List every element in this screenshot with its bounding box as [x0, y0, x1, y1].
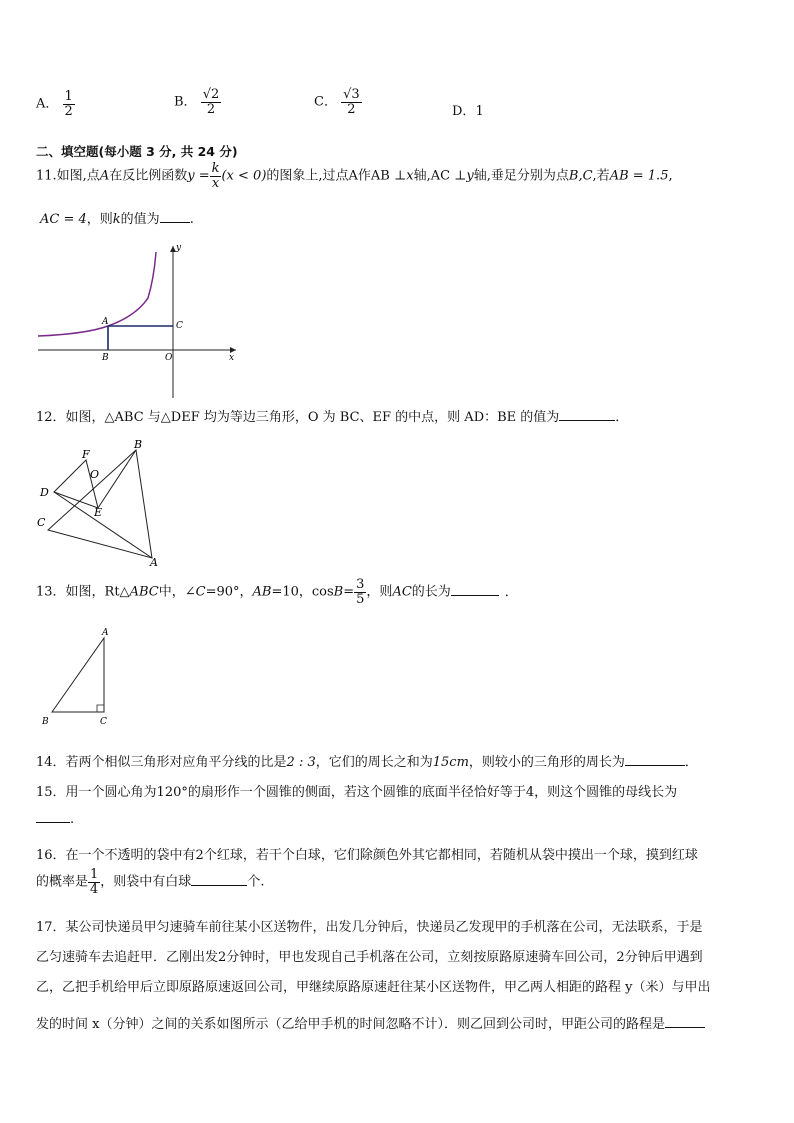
label-B: B: [42, 717, 49, 727]
label-C: C: [37, 516, 46, 529]
question-17-line3: 乙，乙把手机给甲后立即原路原速返回公司，甲继续原路原速赶往某小区送物件，甲乙两人相距的路程 y（米）与甲出: [36, 980, 711, 995]
choice-d: D．1: [452, 104, 484, 119]
question-16-line2: 的概率是 $\frac{1}{4}$ ，则袋中有白球 个.: [36, 867, 265, 897]
label-x: x: [229, 353, 235, 363]
figure-12-triangles: [34, 436, 174, 568]
label-A: A: [102, 317, 109, 327]
section-heading: 二、填空题(每小题 3 分, 共 24 分): [36, 144, 238, 159]
figure-11-hyperbola: [36, 238, 246, 400]
label-B: B: [102, 353, 109, 363]
question-13: 13．如图，Rt△ABC中，∠C=90°，AB=10，cosB= $\frac{3}{5}$ ，则AC的长为 ．: [36, 577, 518, 607]
question-15: 15．用一个圆心角为120°的扇形作一个圆锥的侧面，若这个圆锥的底面半径恰好等于4，则这个圆锥的母线长为: [36, 785, 678, 800]
label-E: E: [94, 506, 103, 519]
choice-a: A． $\frac{1}{2}$: [36, 89, 73, 119]
question-11-line2: AC = 4，则k的值为 .: [40, 212, 194, 227]
label-B: B: [134, 438, 143, 451]
label-O: O: [90, 468, 100, 481]
question-17-line4: 发的时间 x（分钟）之间的关系如图所示（乙给甲手机的时间忽略不计）．则乙回到公司时，甲距公司的路程是: [36, 1013, 705, 1032]
question-17-line2: 乙匀速骑车去追赶甲．乙刚出发2分钟时，甲也发现自己手机落在公司，立刻按原路原速骑车回公司，2分钟后甲遇到: [36, 950, 703, 965]
label-D: D: [40, 486, 49, 499]
question-15-answer-line: .: [36, 812, 74, 827]
fraction: $\frac{√2}{2}$: [202, 87, 220, 117]
fraction: $\frac{k}{x}$: [211, 161, 220, 191]
question-12: 12．如图，△ABC 与△DEF 均为等边三角形，O 为 BC、EF 的中点，则 AD：BE 的值为 ．: [36, 410, 629, 425]
fraction: $\frac{1}{2}$: [64, 89, 73, 119]
label-F: F: [82, 448, 90, 461]
choice-b: B． $\frac{√2}{2}$: [174, 87, 220, 117]
label-A: A: [150, 556, 158, 568]
fraction: $\frac{1}{4}$: [90, 867, 99, 897]
question-16-line1: 16．在一个不透明的袋中有2个红球，若干个白球，它们除颜色外其它都相同，若随机从袋中摸出一个球，摸到红球: [36, 848, 698, 863]
label-A: A: [102, 628, 109, 638]
label-C: C: [100, 717, 107, 727]
label-C: C: [176, 321, 183, 331]
choice-c: C． $\frac{√3}{2}$: [314, 87, 360, 117]
question-14: 14．若两个相似三角形对应角平分线的比是2 : 3，它们的周长之和为15cm，则较小的三角形的周长为 ．: [36, 755, 698, 770]
question-11-line1: 11.如图,点A在反比例函数y = $\frac{k}{x}$ (x < 0)的图象上,过点A作AB ⊥x轴,AC ⊥y轴,垂足分别为点B,C,若AB = 1.5,: [36, 161, 673, 191]
label-O: O: [165, 353, 173, 363]
fraction: $\frac{√3}{2}$: [343, 87, 360, 117]
label-y: y: [176, 243, 182, 253]
figure-13-right-triangle: [36, 626, 122, 730]
question-17-line1: 17．某公司快递员甲匀速骑车前往某小区送物件，出发几分钟后，快递员乙发现甲的手机落在公司，无法联系，于是: [36, 920, 703, 935]
fraction: $\frac{3}{5}$: [356, 577, 365, 607]
